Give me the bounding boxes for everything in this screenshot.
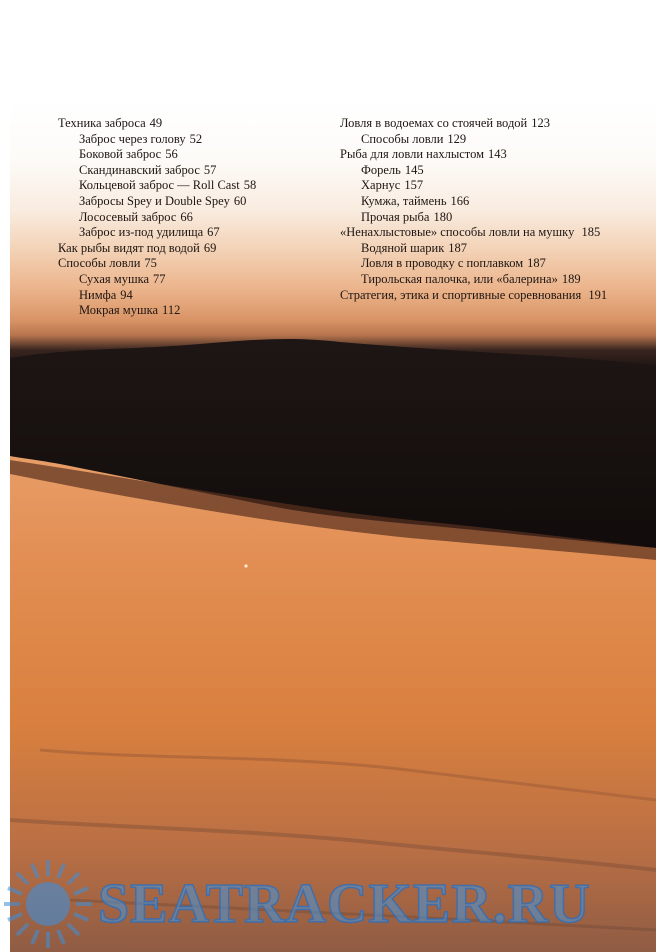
- toc-entry: Сухая мушка 77: [79, 271, 166, 286]
- toc-entry: Заброс из-под удилища 67: [79, 225, 220, 240]
- toc-entry: Водяной шарик 187: [361, 240, 468, 255]
- toc-entry: Способы ловли 75: [58, 256, 157, 271]
- toc-entry: «Ненахлыстовые» способы ловли на мушку 185: [340, 225, 601, 240]
- toc-entry: Кумжа, таймень 166: [361, 193, 470, 208]
- toc-entry: Боковой заброс 56: [79, 147, 178, 162]
- toc-left-column: [58, 116, 328, 319]
- toc-entry: Ловля в проводку с поплавком 187: [361, 256, 546, 271]
- toc-entry: Способы ловли 129: [361, 131, 467, 146]
- toc-entry: Рыба для ловли нахлыстом 143: [340, 147, 507, 162]
- toc-right-column: [340, 116, 610, 303]
- toc-entry: Нимфа 94: [79, 287, 133, 302]
- toc-entry: Лососевый заброс 66: [79, 209, 193, 224]
- toc-entry: Скандинавский заброс 57: [79, 162, 217, 177]
- toc-entry: Мокрая мушка 112: [79, 303, 181, 318]
- toc-entry: Тирольская палочка, или «балерина» 189: [361, 271, 581, 286]
- toc-entry: Стратегия, этика и спортивные соревнования 191: [340, 287, 608, 302]
- toc-entry: Кольцевой заброс — Roll Cast 58: [79, 178, 257, 193]
- toc-entry: Заброс через голову 52: [79, 131, 203, 146]
- toc-entry: Забросы Spey и Double Spey 60: [79, 193, 247, 208]
- toc-entry: Ловля в водоемах со стоячей водой 123: [340, 116, 550, 130]
- toc-entry: Как рыбы видят под водой 69: [58, 240, 217, 255]
- toc-entry: Прочая рыба 180: [361, 209, 453, 224]
- toc-entry: Харнус 157: [361, 178, 424, 193]
- watermark-text: SEATRACKER.RU: [98, 873, 591, 935]
- toc-entry: Техника заброса 49: [58, 116, 163, 130]
- toc-entry: Форель 145: [361, 162, 424, 177]
